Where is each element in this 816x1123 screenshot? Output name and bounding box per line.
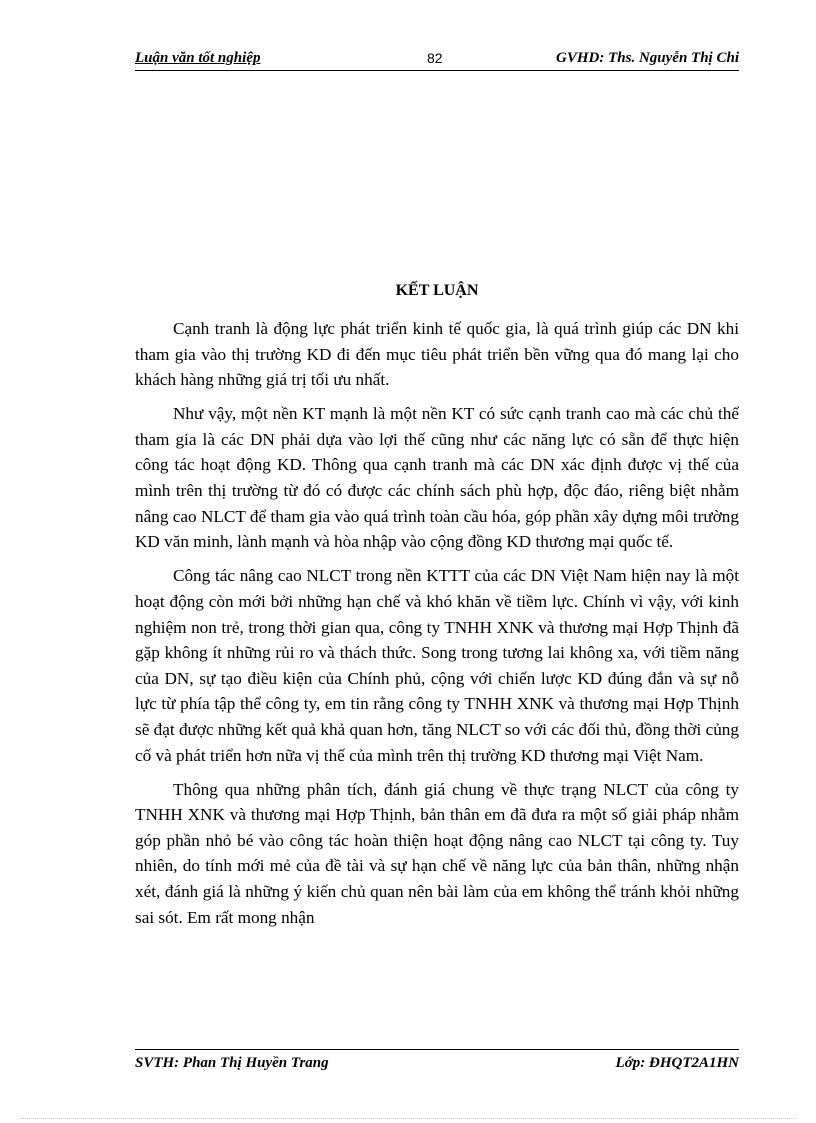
page-bottom-edge (20, 1118, 796, 1119)
footer-class: Lớp: ĐHQT2A1HN (615, 1055, 739, 1071)
page-number: 82 (427, 50, 443, 66)
page-title: KẾT LUẬN (395, 282, 479, 299)
header-thesis-label: Luận văn tốt nghiệp (135, 50, 261, 66)
header-advisor: GVHD: Ths. Nguyễn Thị Chi (556, 50, 739, 66)
paragraph-3: Công tác nâng cao NLCT trong nền KTTT của các DN Việt Nam hiện nay là một hoạt động còn mới bởi những hạn chế và khó khăn về tiềm lực. Chính vì vậy, với kinh nghiệm non trẻ, trong thời gian qua, công ty TNHH XNK và thương mại Hợp Thịnh đã gặp không ít những rủi ro và thách thức. Song trong tương lai không xa, với tiềm năng của DN, sự tạo điều kiện của Chính phủ, cộng với chiến lược KD đúng đắn và sự nỗ lực từ phía tập thể công ty, em tin rằng công ty TNHH XNK và thương mại Hợp Thịnh sẽ đạt được những kết quả khả quan hơn, tăng NLCT so với các đối thủ, đồng thời củng cố và phát triển hơn nữa vị thế của mình trên thị trường KD thương mại Việt Nam. (135, 566, 739, 765)
footer-student: SVTH: Phan Thị Huyền Trang (135, 1055, 329, 1071)
paragraph-1: Cạnh tranh là động lực phát triển kinh tế quốc gia, là quá trình giúp các DN khi tham gia vào thị trường KD đi đến mục tiêu phát triển bền vững qua đó mang lại cho khách hàng những giá trị tối ưu nhất. (135, 319, 739, 390)
document-body (135, 316, 739, 939)
paragraph-4: Thông qua những phân tích, đánh giá chung về thực trạng NLCT của công ty TNHH XNK và thương mại Hợp Thịnh, bản thân em đã đưa ra một số giải pháp nhằm góp phần nhỏ bé vào công tác hoàn thiện hoạt động nâng cao NLCT tại công ty. Tuy nhiên, do tính mới mẻ của đề tài và sự hạn chế về năng lực của bản thân, những nhận xét, đánh giá là những ý kiến chủ quan nên bài làm của em không thể tránh khỏi những sai sót. Em rất mong nhận (135, 779, 739, 927)
footer-divider (135, 1049, 739, 1050)
page-footer (135, 1055, 739, 1077)
page-header (135, 48, 739, 71)
paragraph-2: Như vậy, một nền KT mạnh là một nền KT có sức cạnh tranh cao mà các chủ thể tham gia là các DN phải dựa vào lợi thế cũng như các năng lực có sẵn để thực hiện công tác hoạt động KD. Thông qua cạnh tranh mà các DN xác định được vị thế của mình trên thị trường từ đó có được các chính sách phù hợp, độc đáo, riêng biệt nhằm nâng cao NLCT để tham gia vào quá trình toàn cầu hóa, góp phần xây dựng môi trường KD văn minh, lành mạnh và hòa nhập vào cộng đồng KD thương mại quốc tế. (135, 404, 739, 552)
